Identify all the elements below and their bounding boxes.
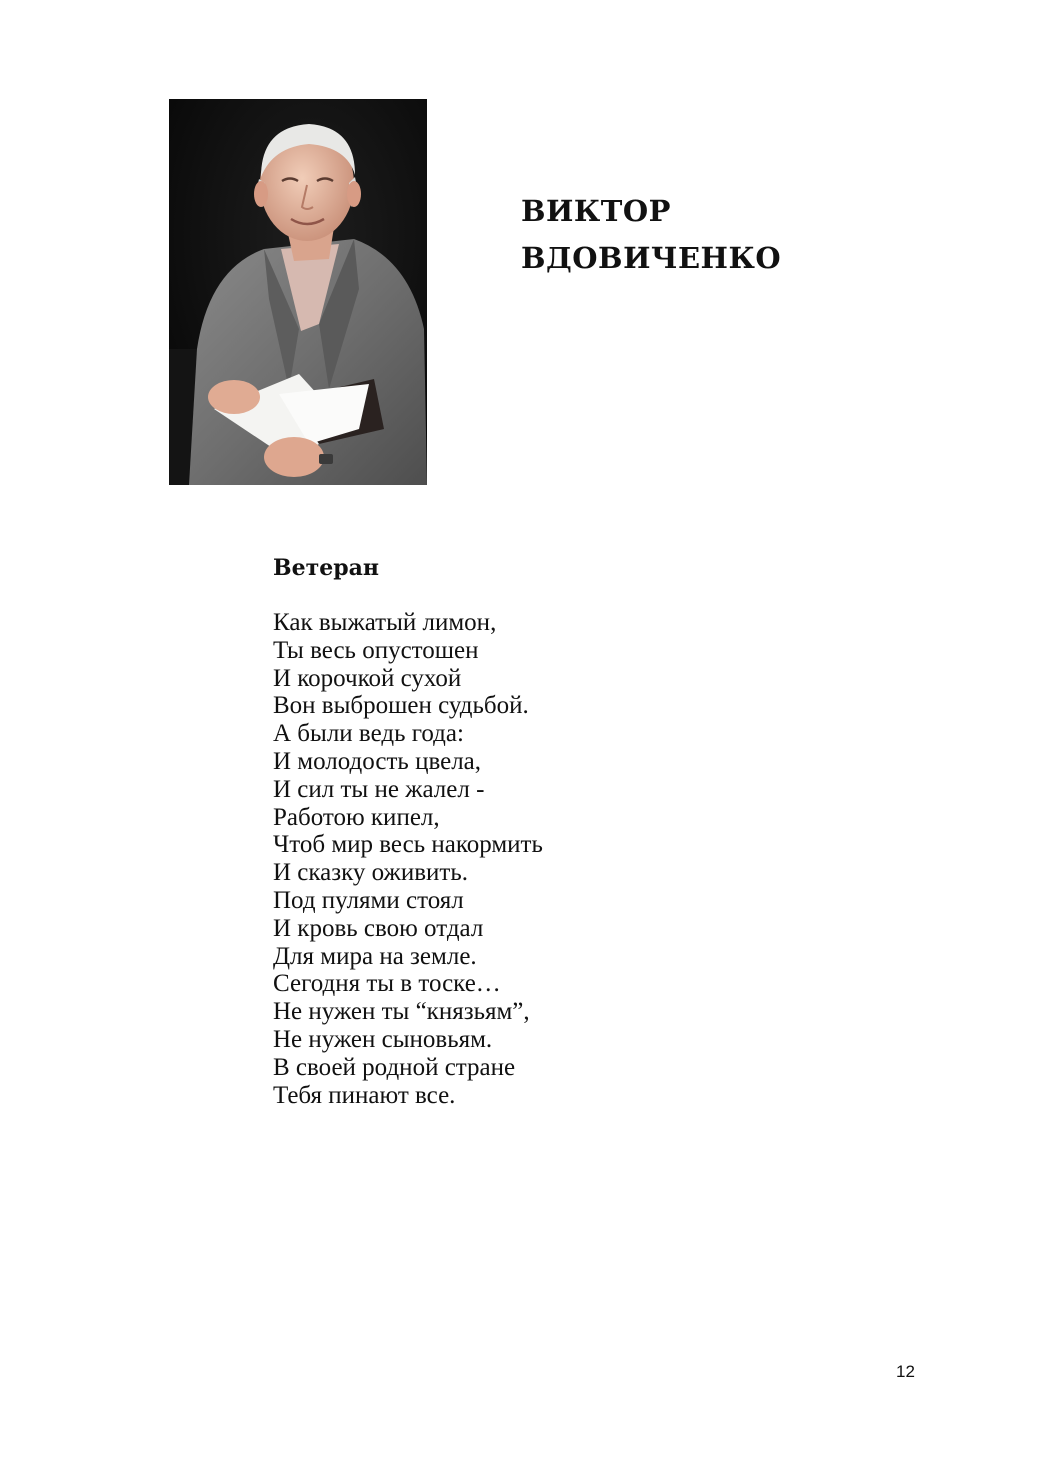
poem-line: Вон выброшен судьбой. (273, 692, 529, 720)
poem-line: Чтоб мир весь накормить (273, 831, 543, 859)
poem-text (273, 609, 543, 1109)
poem-title: Ветеран (273, 555, 379, 581)
poem-line: А были ведь года: (273, 720, 464, 748)
poem-line: В своей родной стране (273, 1053, 516, 1081)
poem-line: Тебя пинают все. (273, 1081, 456, 1109)
author-name (521, 188, 941, 282)
poem-line: Не нужен ты “князьям”, (273, 998, 530, 1026)
poem-line: Сегодня ты в тоске… (273, 970, 501, 998)
poem-line: Под пулями стоял (273, 886, 464, 914)
poem-line: И молодость цвела, (273, 747, 482, 775)
poem-line: Для мира на земле. (273, 942, 477, 970)
poem-line: И сил ты не жалел - (273, 775, 485, 803)
poem-line: И кровь свою отдал (273, 914, 484, 942)
poem-line: И корочкой сухой (273, 664, 462, 692)
portrait-illustration (169, 99, 427, 485)
author-last-name: ВДОВИЧЕНКО (521, 241, 782, 275)
author-photo (169, 99, 427, 485)
poem-line: Как выжатый лимон, (273, 609, 497, 636)
page-number: 12 (896, 1362, 915, 1381)
poem-line: Не нужен сыновьям. (273, 1025, 493, 1053)
poem-line: Ты весь опустошен (273, 636, 479, 664)
author-first-name: ВИКТОР (521, 194, 671, 228)
poem-line: Работою кипел, (273, 803, 440, 831)
poem-line: И сказку оживить. (273, 859, 468, 887)
